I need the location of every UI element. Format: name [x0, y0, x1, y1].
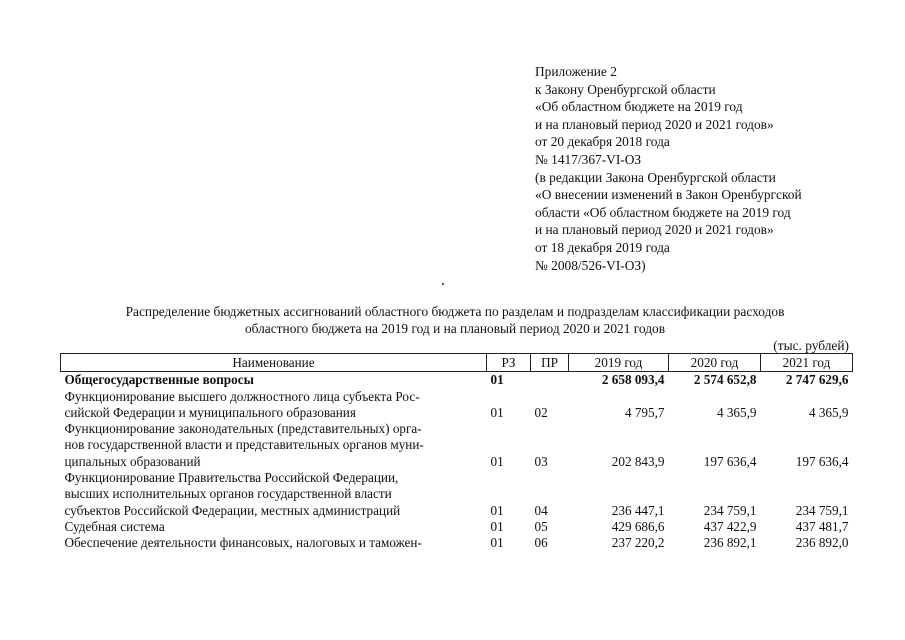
row-value-2021: 4 365,9: [808, 404, 849, 420]
appendix-line: № 2008/526-VI-ОЗ): [535, 257, 646, 273]
row-value-2019: 429 686,6: [611, 518, 665, 534]
row-name: Общегосударственные вопросы: [64, 372, 254, 388]
row-rz: 01: [490, 404, 504, 420]
row-value-2021: 437 481,7: [795, 518, 849, 534]
header-2021: 2021 год: [761, 354, 853, 372]
row-value-2021: 236 892,0: [795, 535, 849, 551]
header-rz: РЗ: [487, 354, 531, 372]
row-value-2020: 234 759,1: [703, 502, 757, 518]
header-pr: ПР: [531, 354, 569, 372]
row-rz: 01: [490, 502, 504, 518]
appendix-block: [535, 63, 802, 274]
row-name: Обеспечение деятельности финансовых, налоговых и таможен-: [64, 535, 422, 551]
row-value-2019: 4 795,7: [624, 404, 665, 420]
title-line-1: Распределение бюджетных ассигнований областного бюджета по разделам и подразделам классификации расходов: [125, 304, 785, 319]
row-rz: 01: [490, 453, 504, 469]
appendix-line: области «Об областном бюджете на 2019 год: [535, 204, 791, 220]
row-value-2021: 234 759,1: [795, 502, 849, 518]
row-name: Функционирование законодательных (представительных) орга- нов государственной власти и представительных органов муни- ципальных образований: [64, 421, 424, 469]
table-body: [61, 372, 853, 552]
budget-table: [60, 353, 853, 552]
table-row: [61, 389, 853, 422]
decorative-dot: [442, 283, 444, 285]
row-pr: 04: [534, 502, 548, 518]
appendix-line: Приложение 2: [535, 64, 617, 79]
appendix-line: (в редакции Закона Оренбургской области: [535, 169, 776, 185]
document-title: [60, 303, 850, 337]
header-2019: 2019 год: [569, 354, 669, 372]
row-pr: 06: [534, 535, 548, 551]
row-value-2019: 237 220,2: [611, 535, 665, 551]
row-value-2021: 2 747 629,6: [785, 372, 849, 388]
row-value-2021: 197 636,4: [795, 453, 849, 469]
table-row: [61, 372, 853, 389]
table-row: [61, 421, 853, 470]
row-value-2019: 236 447,1: [611, 502, 665, 518]
appendix-line: и на плановый период 2020 и 2021 годов»: [535, 222, 774, 238]
table-row: [61, 519, 853, 535]
row-pr: 02: [534, 404, 548, 420]
appendix-line: от 18 декабря 2019 года: [535, 239, 670, 255]
appendix-line: № 1417/367-VI-ОЗ: [535, 151, 642, 167]
row-pr: [531, 372, 569, 389]
appendix-line: от 20 декабря 2018 года: [535, 134, 670, 150]
appendix-line: «Об областном бюджете на 2019 год: [535, 99, 743, 115]
row-value-2020: 236 892,1: [703, 535, 757, 551]
row-name: Функционирование высшего должностного лица субъекта Рос- сийской Федерации и муниципального образования: [64, 388, 420, 420]
appendix-line: к Закону Оренбургской области: [535, 81, 716, 97]
title-line-2: областного бюджета на 2019 год и на плановый период 2020 и 2021 годов: [244, 321, 666, 336]
table-row: [61, 470, 853, 519]
row-value-2020: 197 636,4: [703, 453, 757, 469]
table-row: [61, 535, 853, 551]
row-rz: 01: [490, 372, 504, 388]
table-header-row: [61, 354, 853, 372]
header-name: Наименование: [61, 354, 487, 372]
row-pr: 05: [534, 518, 548, 534]
units-label: (тыс. рублей): [773, 338, 849, 353]
row-name: Судебная система: [64, 518, 165, 534]
row-value-2020: 2 574 652,8: [693, 372, 757, 388]
appendix-line: «О внесении изменений в Закон Оренбургской: [535, 187, 802, 203]
row-pr: 03: [534, 453, 548, 469]
row-value-2019: 202 843,9: [611, 453, 665, 469]
appendix-line: и на плановый период 2020 и 2021 годов»: [535, 116, 774, 132]
row-value-2019: 2 658 093,4: [601, 372, 665, 388]
row-name: Функционирование Правительства Российской Федерации, высших исполнительных органов государственной власти субъектов Российской Федерации, местных администраций: [64, 470, 401, 518]
row-rz: 01: [490, 535, 504, 551]
row-value-2020: 437 422,9: [703, 518, 757, 534]
header-2020: 2020 год: [669, 354, 761, 372]
row-value-2020: 4 365,9: [716, 404, 757, 420]
row-rz: 01: [490, 518, 504, 534]
